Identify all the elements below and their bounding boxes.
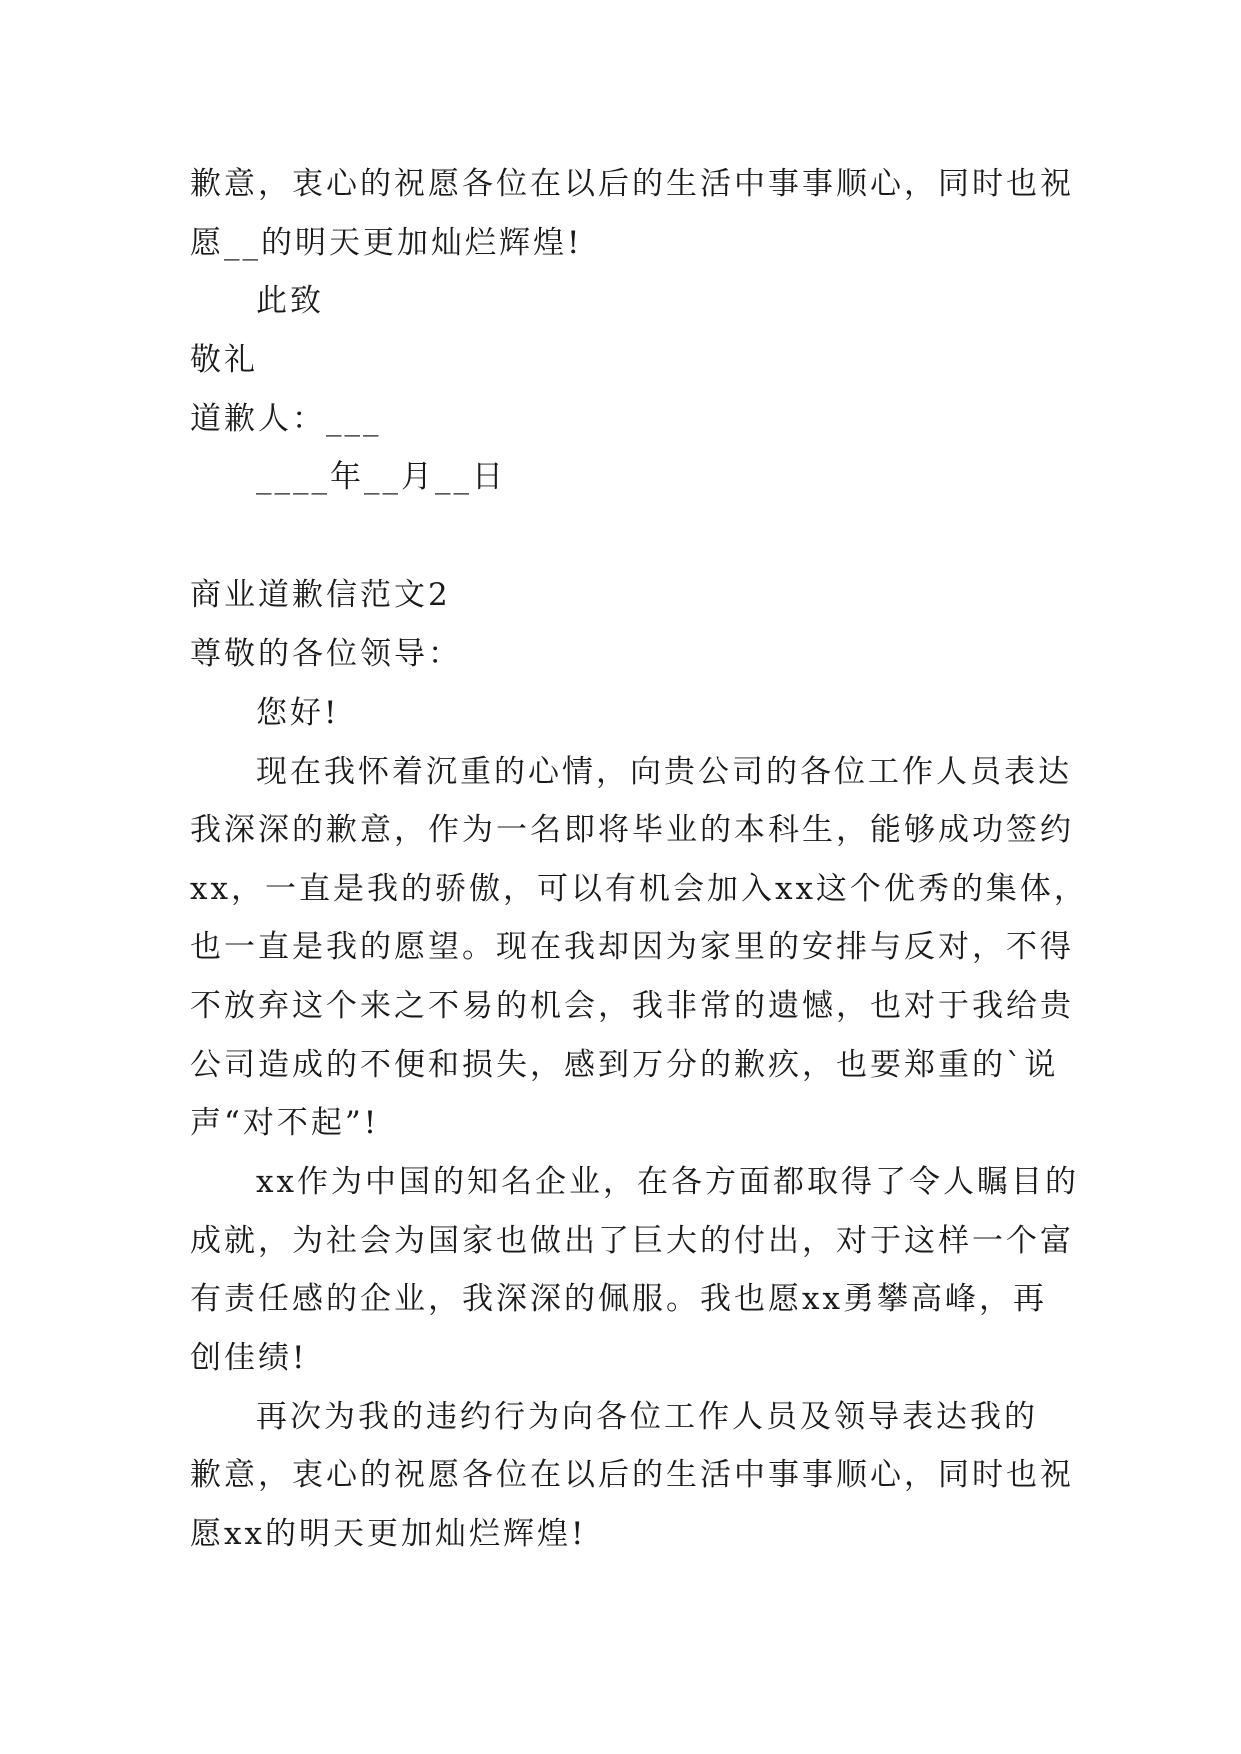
paragraph-line: 成就，为社会为国家也做出了巨大的付出，对于这样一个富 bbox=[190, 1223, 1074, 1259]
paragraph-line: xx作为中国的知名企业，在各方面都取得了令人瞩目的 bbox=[256, 1164, 1079, 1200]
paragraph-line: xx，一直是我的骄傲，可以有机会加入xx这个优秀的集体， bbox=[190, 871, 1088, 907]
paragraph-line: 公司造成的不便和损失，感到万分的歉疚，也要郑重的`说 bbox=[190, 1047, 1059, 1083]
date-line: ____年__月__日 bbox=[256, 459, 506, 495]
paragraph-line: 我深深的歉意，作为一名即将毕业的本科生，能够成功签约 bbox=[190, 812, 1074, 848]
signature-line: 道歉人：___ bbox=[190, 401, 382, 437]
paragraph-line: 声“对不起”! bbox=[190, 1105, 380, 1141]
greeting: 您好! bbox=[256, 695, 340, 731]
salutation: 尊敬的各位领导： bbox=[190, 636, 462, 672]
text-line: 歉意，衷心的祝愿各位在以后的生活中事事顺心，同时也祝 bbox=[190, 166, 1074, 202]
closing-phrase: 此致 bbox=[256, 283, 324, 319]
closing-salute: 敬礼 bbox=[190, 342, 258, 378]
paragraph-line: 歉意，衷心的祝愿各位在以后的生活中事事顺心，同时也祝 bbox=[190, 1457, 1074, 1493]
paragraph-line: 不放弃这个来之不易的机会，我非常的遗憾，也对于我给贵 bbox=[190, 988, 1074, 1024]
paragraph-line: 愿xx的明天更加灿烂辉煌! bbox=[190, 1516, 587, 1552]
letter-title: 商业道歉信范文2 bbox=[190, 577, 451, 613]
paragraph-line: 再次为我的违约行为向各位工作人员及领导表达我的 bbox=[256, 1399, 1038, 1435]
paragraph-line: 现在我怀着沉重的心情，向贵公司的各位工作人员表达 bbox=[256, 754, 1072, 790]
paragraph-line: 也一直是我的愿望。现在我却因为家里的安排与反对，不得 bbox=[190, 929, 1074, 965]
paragraph-line: 创佳绩! bbox=[190, 1340, 308, 1376]
text-line: 愿__的明天更加灿烂辉煌! bbox=[190, 225, 583, 261]
paragraph-line: 有责任感的企业，我深深的佩服。我也愿xx勇攀高峰，再 bbox=[190, 1281, 1047, 1317]
